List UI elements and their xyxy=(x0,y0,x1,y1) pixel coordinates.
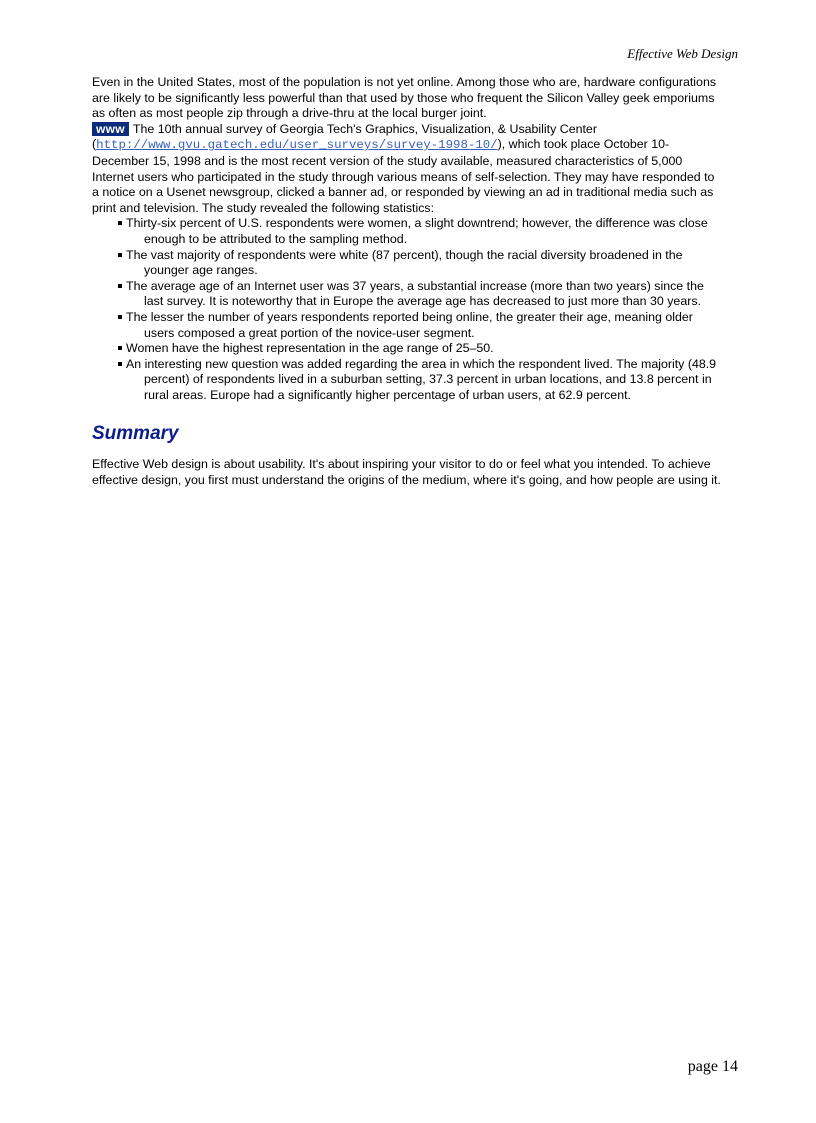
list-item-text: The lesser the number of years respondents reported being online, the greater their age, meaning older users composed a great portion of the novice-user segment. xyxy=(126,309,693,340)
list-item-text: The vast majority of respondents were white (87 percent), though the racial diversity broadened in the younger age ranges. xyxy=(126,247,683,278)
square-bullet-icon xyxy=(118,346,122,350)
list-item-text: An interesting new question was added regarding the area in which the respondent lived. The majority (48.9 percent) of respondents lived in a suburban setting, 37.3 percent in urban locations, and 13.8 percent in rural areas. Europe had a significantly higher percentage of urban users, at 62.9 percent. xyxy=(126,356,717,402)
square-bullet-icon xyxy=(118,221,122,225)
list-item-text: The average age of an Internet user was 37 years, a substantial increase (more than two years) since the last survey. It is noteworthy that in Europe the average age has decreased to just more than 30 years. xyxy=(126,278,704,309)
survey-text-end: ), which took place October 10-December 15, 1998 and is the most recent version of the study available, measured characteristics of 5,000 Internet users who participated in the study through various means of self-selection. They may have responded to a notice on a Usenet newsgroup, clicked a banner ad, or responded by viewing an ad in traditional media such as print and television. The study revealed the following statistics: xyxy=(92,137,715,215)
list-item xyxy=(118,341,724,357)
list-item xyxy=(118,216,724,247)
list-item xyxy=(118,310,724,341)
square-bullet-icon xyxy=(118,362,122,366)
survey-paragraph xyxy=(92,122,724,217)
list-item-text: Women have the highest representation in the age range of 25–50. xyxy=(126,341,494,356)
survey-url-link[interactable]: http://www.gvu.gatech.edu/user_surveys/survey-1998-10/ xyxy=(96,138,498,153)
www-badge-icon: www xyxy=(92,122,129,136)
square-bullet-icon xyxy=(118,253,122,257)
intro-paragraph: Even in the United States, most of the population is not yet online. Among those who are, hardware configurations are likely to be significantly less powerful than that used by those who frequent the Silicon Valley geek emporiums as often as most people zip through a drive-thru at the local burger joint. xyxy=(92,75,717,121)
square-bullet-icon xyxy=(118,284,122,288)
survey-text-start: The 10th annual survey of Georgia Tech's Graphics, Visualization, & Usability Center ( xyxy=(92,121,597,152)
running-header: Effective Web Design xyxy=(627,46,738,61)
summary-heading: Summary xyxy=(92,423,179,445)
list-item-text: Thirty-six percent of U.S. respondents were women, a slight downtrend; however, the difference was close enough to be attributed to the sampling method. xyxy=(126,216,708,246)
page-content xyxy=(92,75,724,489)
page-number: page 14 xyxy=(687,1058,738,1075)
square-bullet-icon xyxy=(118,315,122,319)
list-item xyxy=(118,279,724,310)
statistics-list xyxy=(92,216,724,403)
list-item xyxy=(118,248,724,279)
list-item xyxy=(118,357,724,404)
summary-paragraph: Effective Web design is about usability. It's about inspiring your visitor to do or feel what you intended. To achieve effective design, you first must understand the origins of the medium, where it's going, and how people are using it. xyxy=(92,457,721,488)
